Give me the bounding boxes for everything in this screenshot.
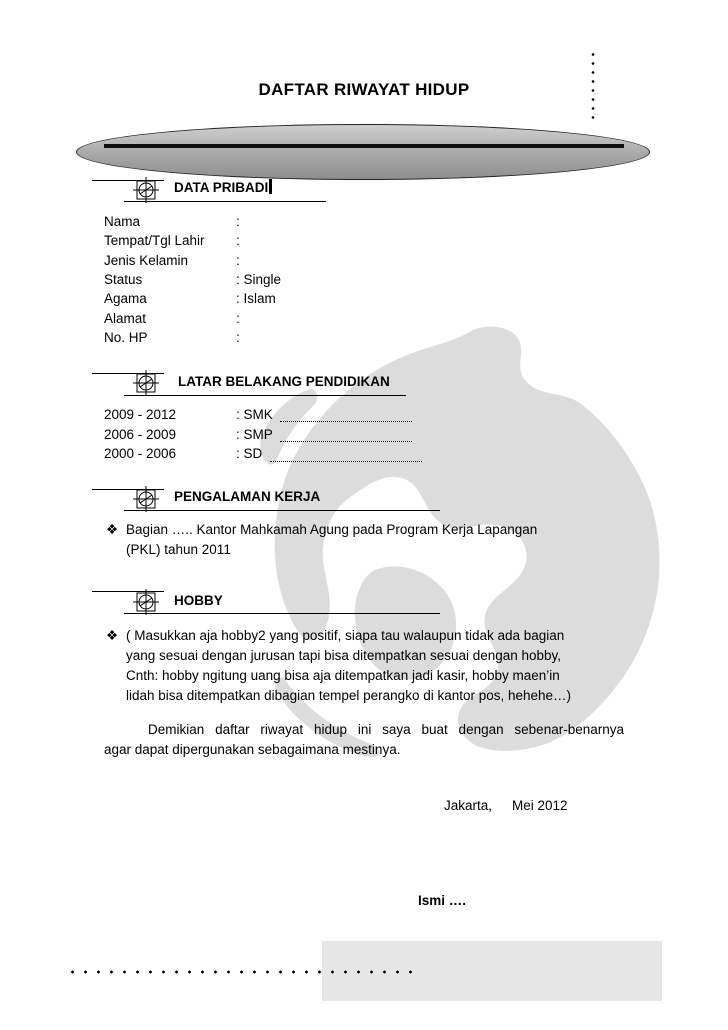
place: Jakarta, [444,798,493,813]
crosshair-icon [133,486,159,512]
field-label-tempat-tgl-lahir: Tempat/Tgl Lahir [104,233,205,248]
section-rule-bottom [124,201,326,202]
section-title-data-pribadi: DATA PRIBADI [174,179,272,195]
section-title-pendidikan: LATAR BELAKANG PENDIDIKAN [178,374,390,389]
closing-statement [104,720,624,760]
hobby-text [126,626,571,706]
fill-in-line [280,441,412,442]
field-label-alamat: Alamat [104,311,147,326]
hobby-line: yang sesuai dengan jurusan tapi bisa ditempatkan sesuai dengan hobby, [126,648,562,663]
section-rule-bottom [124,510,440,511]
hobby-line: ( Masukkan aja hobby2 yang positif, siapa tau walaupun tidak ada bagian [126,628,565,643]
education-school-smp: : SMP [236,427,273,442]
field-label-no-hp: No. HP [104,330,148,345]
header-banner-line [104,144,624,148]
date: Mei 2012 [512,798,568,813]
crosshair-icon [133,589,159,615]
field-label-status: Status [104,272,143,287]
section-rule-bottom [124,613,440,614]
page-title: DAFTAR RIWAYAT HIDUP [258,80,470,99]
horizontal-dot-border [66,969,420,975]
fill-in-line [280,421,412,422]
education-school-sd: : SD [236,446,263,461]
education-years-sd: 2000 - 2006 [104,446,177,461]
field-value-nama: : [236,214,240,229]
field-value-tempat-tgl-lahir: : [236,233,240,248]
experience-text [126,520,537,560]
field-value-no-hp: : [236,330,240,345]
experience-line: (PKL) tahun 2011 [126,542,231,557]
field-value-alamat: : [236,311,240,326]
experience-line: Bagian ….. Kantor Mahkamah Agung pada Program Kerja Lapangan [126,522,538,537]
crosshair-icon [133,177,159,203]
closing-line: agar dapat dipergunakan sebagaimana mestinya. [104,742,401,757]
field-label-nama: Nama [104,214,141,229]
vertical-dot-border [590,50,596,122]
education-years-smk: 2009 - 2012 [104,407,177,422]
education-school-smk: : SMK [236,407,273,422]
section-title-hobby: HOBBY [174,593,223,608]
field-value-agama: : Islam [236,291,276,306]
education-years-smp: 2006 - 2009 [104,427,177,442]
header-banner [76,124,650,180]
section-title-pengalaman: PENGALAMAN KERJA [174,489,321,504]
fill-in-line [270,461,422,462]
text-cursor [269,179,272,194]
field-label-agama: Agama [104,291,147,306]
diamond-bullet-icon: ❖ [106,522,119,537]
hobby-line: Cnth: hobby ngitung uang bisa aja ditempatkan jadi kasir, hobby maen’in [126,668,560,683]
field-label-jenis-kelamin: Jenis Kelamin [104,253,189,268]
diamond-bullet-icon: ❖ [106,628,119,643]
crosshair-icon [133,370,159,396]
signature-name: Ismi …. [418,893,467,908]
closing-line: Demikian daftar riwayat hidup ini saya buat dengan sebenar-benarnya [148,722,624,737]
field-value-jenis-kelamin: : [236,253,240,268]
hobby-line: lidah bisa ditempatkan dibagian tempel perangko di kantor pos, hehehe…) [126,688,572,703]
section-rule-bottom [124,395,406,396]
field-value-status: : Single [236,272,282,287]
